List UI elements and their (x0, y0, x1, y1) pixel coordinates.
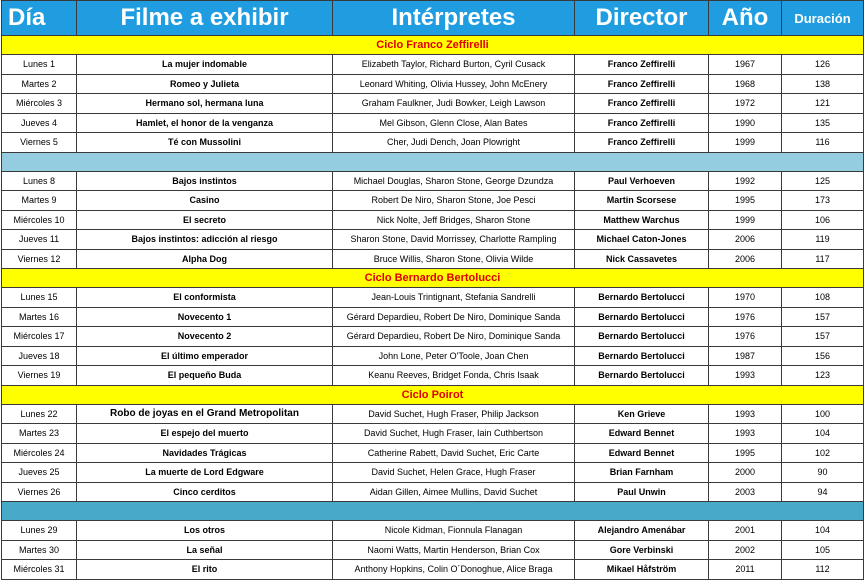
year-cell: 1993 (709, 366, 782, 386)
cast-cell: Nick Nolte, Jeff Bridges, Sharon Stone (333, 210, 575, 230)
duration-cell: 102 (782, 443, 864, 463)
cycle-title: Ciclo Bernardo Bertolucci (2, 269, 864, 288)
year-cell: 2000 (709, 463, 782, 483)
cast-cell: Keanu Reeves, Bridget Fonda, Chris Isaak (333, 366, 575, 386)
cycle-title: Ciclo Poirot (2, 385, 864, 404)
film-row (2, 133, 864, 153)
film-row (2, 482, 864, 502)
duration-cell: 157 (782, 327, 864, 347)
duration-cell: 94 (782, 482, 864, 502)
day-cell: Miércoles 31 (2, 560, 77, 580)
day-cell: Viernes 26 (2, 482, 77, 502)
duration-cell: 138 (782, 74, 864, 94)
film-row (2, 463, 864, 483)
cycle-title: Ciclo Franco Zeffirelli (2, 36, 864, 55)
separator-cell (2, 502, 864, 521)
day-cell: Viernes 5 (2, 133, 77, 153)
cycle-header-row (2, 269, 864, 288)
film-row (2, 404, 864, 424)
year-cell: 1992 (709, 171, 782, 191)
cast-cell: Michael Douglas, Sharon Stone, George Dzundza (333, 171, 575, 191)
film-title-cell: Romeo y Julieta (77, 74, 333, 94)
film-row (2, 560, 864, 580)
duration-cell: 117 (782, 249, 864, 269)
film-title-cell: El pequeño Buda (77, 366, 333, 386)
separator-row (2, 152, 864, 171)
film-title-cell: Hamlet, el honor de la venganza (77, 113, 333, 133)
year-cell: 2006 (709, 249, 782, 269)
film-row (2, 288, 864, 308)
header-row (2, 1, 864, 36)
year-cell: 2011 (709, 560, 782, 580)
cast-cell: Robert De Niro, Sharon Stone, Joe Pesci (333, 191, 575, 211)
director-cell: Franco Zeffirelli (575, 94, 709, 114)
film-title-cell: La muerte de Lord Edgware (77, 463, 333, 483)
director-cell: Paul Verhoeven (575, 171, 709, 191)
year-cell: 1990 (709, 113, 782, 133)
year-cell: 2003 (709, 482, 782, 502)
cast-cell: Jean-Louis Trintignant, Stefania Sandrelli (333, 288, 575, 308)
cast-cell: Gérard Depardieu, Robert De Niro, Dominique Sanda (333, 307, 575, 327)
year-cell: 1995 (709, 443, 782, 463)
director-cell: Nick Cassavetes (575, 249, 709, 269)
duration-cell: 119 (782, 230, 864, 250)
film-title-cell: El último emperador (77, 346, 333, 366)
director-cell: Michael Caton-Jones (575, 230, 709, 250)
year-cell: 1993 (709, 424, 782, 444)
film-title-cell: Bajos instintos (77, 171, 333, 191)
film-row (2, 366, 864, 386)
day-cell: Jueves 25 (2, 463, 77, 483)
cycle-header-row (2, 385, 864, 404)
year-cell: 2002 (709, 540, 782, 560)
header-film: Filme a exhibir (77, 1, 333, 36)
schedule-table (1, 0, 864, 580)
director-cell: Brian Farnham (575, 463, 709, 483)
duration-cell: 156 (782, 346, 864, 366)
director-cell: Ken Grieve (575, 404, 709, 424)
film-row (2, 210, 864, 230)
duration-cell: 135 (782, 113, 864, 133)
duration-cell: 90 (782, 463, 864, 483)
film-title-cell: Novecento 1 (77, 307, 333, 327)
film-title-cell: La mujer indomable (77, 55, 333, 75)
duration-cell: 100 (782, 404, 864, 424)
director-cell: Franco Zeffirelli (575, 74, 709, 94)
cast-cell: Catherine Rabett, David Suchet, Eric Carte (333, 443, 575, 463)
year-cell: 2001 (709, 521, 782, 541)
year-cell: 1987 (709, 346, 782, 366)
film-row (2, 171, 864, 191)
film-row (2, 191, 864, 211)
film-title-cell: El espejo del muerto (77, 424, 333, 444)
film-row (2, 230, 864, 250)
day-cell: Martes 16 (2, 307, 77, 327)
day-cell: Lunes 22 (2, 404, 77, 424)
day-cell: Lunes 8 (2, 171, 77, 191)
director-cell: Bernardo Bertolucci (575, 366, 709, 386)
year-cell: 1999 (709, 210, 782, 230)
duration-cell: 108 (782, 288, 864, 308)
director-cell: Bernardo Bertolucci (575, 346, 709, 366)
year-cell: 1976 (709, 327, 782, 347)
director-cell: Edward Bennet (575, 443, 709, 463)
day-cell: Viernes 19 (2, 366, 77, 386)
film-row (2, 540, 864, 560)
year-cell: 1995 (709, 191, 782, 211)
year-cell: 1972 (709, 94, 782, 114)
film-title-cell: El rito (77, 560, 333, 580)
cast-cell: David Suchet, Hugh Fraser, Iain Cuthbertson (333, 424, 575, 444)
day-cell: Miércoles 10 (2, 210, 77, 230)
year-cell: 1970 (709, 288, 782, 308)
cast-cell: Graham Faulkner, Judi Bowker, Leigh Lawson (333, 94, 575, 114)
film-title-cell: Té con Mussolini (77, 133, 333, 153)
film-title-cell: La señal (77, 540, 333, 560)
day-cell: Martes 9 (2, 191, 77, 211)
duration-cell: 105 (782, 540, 864, 560)
day-cell: Martes 2 (2, 74, 77, 94)
day-cell: Viernes 12 (2, 249, 77, 269)
director-cell: Gore Verbinski (575, 540, 709, 560)
header-cast: Intérpretes (333, 1, 575, 36)
day-cell: Lunes 15 (2, 288, 77, 308)
director-cell: Paul Unwin (575, 482, 709, 502)
duration-cell: 121 (782, 94, 864, 114)
film-title-cell: El secreto (77, 210, 333, 230)
film-row (2, 94, 864, 114)
year-cell: 1999 (709, 133, 782, 153)
duration-cell: 106 (782, 210, 864, 230)
film-row (2, 327, 864, 347)
header-duration: Duración (782, 1, 864, 36)
year-cell: 1993 (709, 404, 782, 424)
film-row (2, 55, 864, 75)
film-row (2, 424, 864, 444)
duration-cell: 112 (782, 560, 864, 580)
day-cell: Jueves 11 (2, 230, 77, 250)
duration-cell: 173 (782, 191, 864, 211)
film-title-cell: Cinco cerditos (77, 482, 333, 502)
duration-cell: 126 (782, 55, 864, 75)
cycle-header-row (2, 36, 864, 55)
film-row (2, 521, 864, 541)
header-day: Día (2, 1, 77, 36)
director-cell: Franco Zeffirelli (575, 55, 709, 75)
cast-cell: David Suchet, Hugh Fraser, Philip Jackson (333, 404, 575, 424)
director-cell: Bernardo Bertolucci (575, 307, 709, 327)
film-title-cell: Los otros (77, 521, 333, 541)
cast-cell: Cher, Judi Dench, Joan Plowright (333, 133, 575, 153)
film-row (2, 113, 864, 133)
director-cell: Alejandro Amenábar (575, 521, 709, 541)
header-year: Año (709, 1, 782, 36)
cast-cell: Nicole Kidman, Fionnula Flanagan (333, 521, 575, 541)
separator-row (2, 502, 864, 521)
film-title-cell: Robo de joyas en el Grand Metropolitan (77, 404, 333, 424)
cast-cell: Anthony Hopkins, Colin O´Donoghue, Alice Braga (333, 560, 575, 580)
cast-cell: David Suchet, Helen Grace, Hugh Fraser (333, 463, 575, 483)
film-title-cell: El conformista (77, 288, 333, 308)
day-cell: Lunes 29 (2, 521, 77, 541)
director-cell: Mikael Håfström (575, 560, 709, 580)
cast-cell: Mel Gibson, Glenn Close, Alan Bates (333, 113, 575, 133)
duration-cell: 123 (782, 366, 864, 386)
day-cell: Miércoles 3 (2, 94, 77, 114)
day-cell: Miércoles 24 (2, 443, 77, 463)
year-cell: 1967 (709, 55, 782, 75)
director-cell: Matthew Warchus (575, 210, 709, 230)
year-cell: 2006 (709, 230, 782, 250)
cast-cell: Elizabeth Taylor, Richard Burton, Cyril Cusack (333, 55, 575, 75)
header-director: Director (575, 1, 709, 36)
film-row (2, 307, 864, 327)
duration-cell: 104 (782, 521, 864, 541)
film-title-cell: Navidades Trágicas (77, 443, 333, 463)
film-row (2, 74, 864, 94)
film-row (2, 346, 864, 366)
duration-cell: 157 (782, 307, 864, 327)
director-cell: Edward Bennet (575, 424, 709, 444)
day-cell: Martes 23 (2, 424, 77, 444)
day-cell: Jueves 4 (2, 113, 77, 133)
cast-cell: Gérard Depardieu, Robert De Niro, Dominique Sanda (333, 327, 575, 347)
film-title-cell: Bajos instintos: adicción al riesgo (77, 230, 333, 250)
separator-cell (2, 152, 864, 171)
director-cell: Bernardo Bertolucci (575, 327, 709, 347)
year-cell: 1976 (709, 307, 782, 327)
year-cell: 1968 (709, 74, 782, 94)
film-row (2, 249, 864, 269)
day-cell: Jueves 18 (2, 346, 77, 366)
film-row (2, 443, 864, 463)
cast-cell: Naomi Watts, Martin Henderson, Brian Cox (333, 540, 575, 560)
film-title-cell: Novecento 2 (77, 327, 333, 347)
day-cell: Miércoles 17 (2, 327, 77, 347)
cast-cell: Sharon Stone, David Morrissey, Charlotte Rampling (333, 230, 575, 250)
director-cell: Bernardo Bertolucci (575, 288, 709, 308)
director-cell: Franco Zeffirelli (575, 113, 709, 133)
day-cell: Martes 30 (2, 540, 77, 560)
duration-cell: 125 (782, 171, 864, 191)
day-cell: Lunes 1 (2, 55, 77, 75)
cast-cell: Bruce Willis, Sharon Stone, Olivia Wilde (333, 249, 575, 269)
cast-cell: Aidan Gillen, Aimee Mullins, David Suchet (333, 482, 575, 502)
director-cell: Franco Zeffirelli (575, 133, 709, 153)
director-cell: Martin Scorsese (575, 191, 709, 211)
film-title-cell: Alpha Dog (77, 249, 333, 269)
duration-cell: 116 (782, 133, 864, 153)
cast-cell: John Lone, Peter O'Toole, Joan Chen (333, 346, 575, 366)
film-title-cell: Casino (77, 191, 333, 211)
duration-cell: 104 (782, 424, 864, 444)
cast-cell: Leonard Whiting, Olivia Hussey, John McEnery (333, 74, 575, 94)
film-title-cell: Hermano sol, hermana luna (77, 94, 333, 114)
